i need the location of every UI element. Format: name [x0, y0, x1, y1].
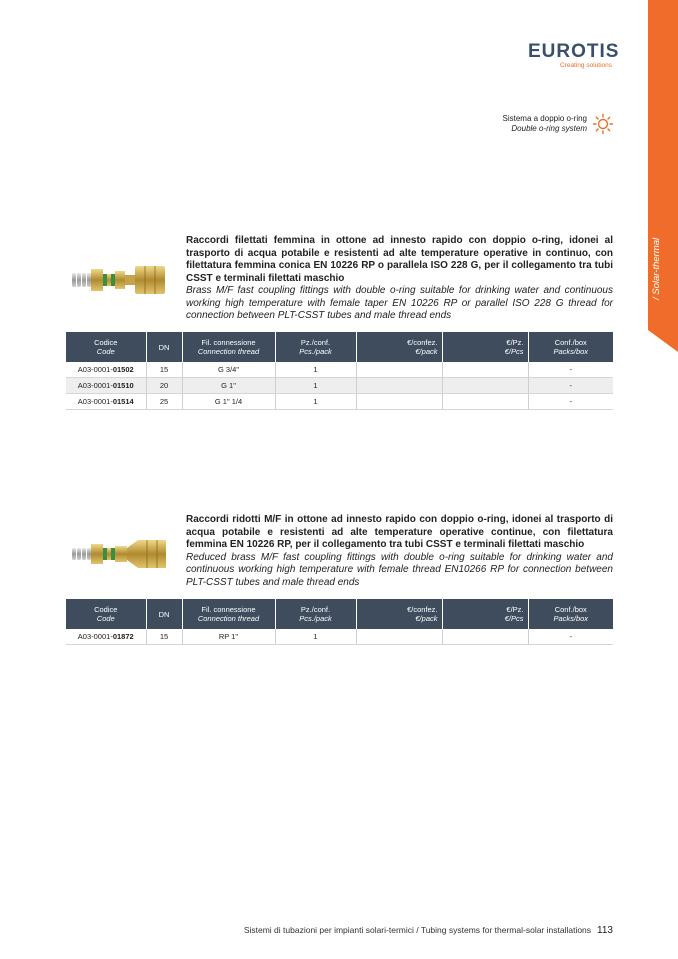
header-eur-pack: €/confez. €/pack — [356, 599, 442, 629]
header-thread: Fil. connessione Connection thread — [182, 332, 275, 362]
table-row — [66, 394, 613, 410]
footer-text: Sistemi di tubazioni per impianti solari-termici / Tubing systems for thermal-solar installations — [243, 925, 592, 935]
cell-eur-pcs — [442, 629, 528, 645]
cell-thread: G 1" 1/4 — [182, 394, 275, 410]
cell-eur-pack — [356, 378, 442, 394]
cell-thread: RP 1" — [182, 629, 275, 645]
header-code: Codice Code — [66, 332, 146, 362]
description-it: Raccordi ridotti M/F in ottone ad innesto rapido con doppio o-ring, idonei al trasporto di acqua potabile e resistenti ad alte temperature operative continue, con filettatura femmina EN 10226 RP, per il collegamento tra tubi CSST e terminali filettati maschio — [186, 514, 613, 550]
cell-box: - — [528, 378, 613, 394]
product-table-2 — [66, 599, 613, 645]
cell-eur-pack — [356, 394, 442, 410]
section-side-tab-tip — [648, 330, 678, 352]
logo-tagline: Creating solutions — [559, 62, 612, 69]
header-thread: Fil. connessione Connection thread — [182, 599, 275, 629]
cell-dn: 15 — [146, 629, 182, 645]
cell-code: A03-0001-01514 — [66, 394, 146, 410]
header-eur-pack: €/confez. €/pack — [356, 332, 442, 362]
header-packs-box: Conf./box Packs/box — [528, 599, 613, 629]
table-row — [66, 629, 613, 645]
page-footer — [200, 925, 613, 936]
description-en: Reduced brass M/F fast coupling fittings with double o-ring suitable for drinking water and continuous working high temperature with female thread EN10266 RP for connection between PLT-CSST tubes and male thread ends — [186, 551, 613, 588]
reduced-fitting-image — [68, 534, 178, 574]
section-side-label — [640, 237, 662, 300]
cell-pcs: 1 — [275, 378, 356, 394]
cell-dn: 20 — [146, 378, 182, 394]
cell-dn: 15 — [146, 362, 182, 378]
cell-eur-pack — [356, 362, 442, 378]
cell-pcs: 1 — [275, 394, 356, 410]
cell-dn: 25 — [146, 394, 182, 410]
table-header-row — [66, 599, 613, 629]
header-dn: DN — [146, 332, 182, 362]
cell-eur-pcs — [442, 378, 528, 394]
system-note-en: Double o-ring system — [511, 124, 587, 133]
cell-code: A03-0001-01510 — [66, 378, 146, 394]
system-note — [503, 114, 588, 134]
product-table-1 — [66, 332, 613, 410]
header-eur-pcs: €/Pz. €/Pcs — [442, 599, 528, 629]
cell-pcs: 1 — [275, 362, 356, 378]
cell-code: A03-0001-01872 — [66, 629, 146, 645]
header-eur-pcs: €/Pz. €/Pcs — [442, 332, 528, 362]
side-label-it: Solare Termico — [640, 236, 651, 300]
table-row — [66, 362, 613, 378]
description-en: Brass M/F fast coupling fittings with double o-ring suitable for drinking water and continuous working high temperature with female taper EN 10226 RP or parallel ISO 228 G thread for connection between PLT-CSST tubes and male thread ends — [186, 285, 613, 321]
side-label-en: / Solar-thermal — [651, 237, 662, 300]
cell-thread: G 1" — [182, 378, 275, 394]
table-row — [66, 378, 613, 394]
fitting-image — [68, 260, 178, 300]
header-dn: DN — [146, 599, 182, 629]
header-pcs-pack: Pz./conf. Pcs./pack — [275, 599, 356, 629]
cell-eur-pcs — [442, 362, 528, 378]
brand-logo — [528, 42, 618, 69]
sun-icon — [592, 113, 614, 135]
page-number: 113 — [597, 925, 613, 936]
product-description — [186, 514, 613, 589]
logo-wordmark: EUROTIS — [528, 41, 620, 62]
cell-code: A03-0001-01502 — [66, 362, 146, 378]
cell-pcs: 1 — [275, 629, 356, 645]
cell-box: - — [528, 394, 613, 410]
cell-box: - — [528, 629, 613, 645]
cell-eur-pack — [356, 629, 442, 645]
cell-eur-pcs — [442, 394, 528, 410]
product-description — [186, 235, 613, 323]
header-code: Codice Code — [66, 599, 146, 629]
cell-thread: G 3/4" — [182, 362, 275, 378]
system-note-it: Sistema a doppio o-ring — [502, 114, 587, 123]
header-packs-box: Conf./box Packs/box — [528, 332, 613, 362]
cell-box: - — [528, 362, 613, 378]
description-it: Raccordi filettati femmina in ottone ad innesto rapido con doppio o-ring, idonei al trasporto di acqua potabile e resistenti ad alte temperature operative in continuo, con filettatura femmina conica EN 10226 RP o parallela ISO 228 G, per il collegamento tra tubi CSST e terminali filettati maschio — [186, 235, 613, 284]
header-pcs-pack: Pz./conf. Pcs./pack — [275, 332, 356, 362]
table-header-row — [66, 332, 613, 362]
